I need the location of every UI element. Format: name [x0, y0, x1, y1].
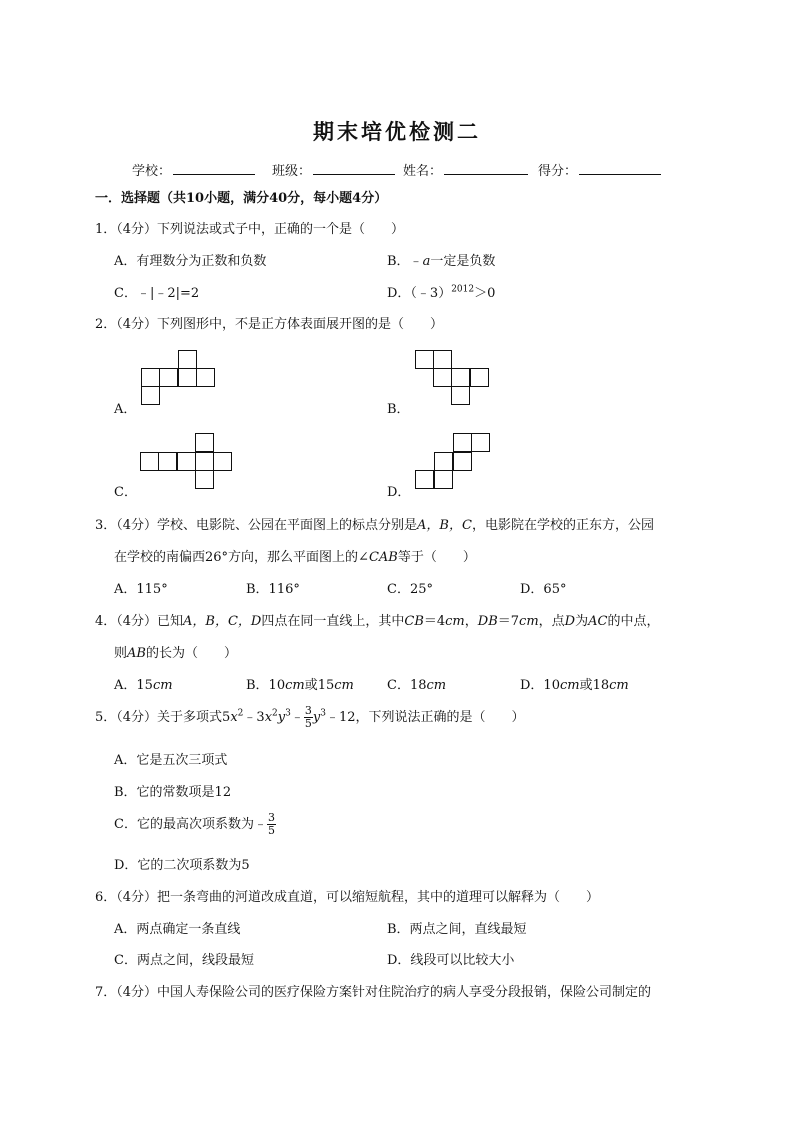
q2-option-a-label[interactable]: A． [114, 402, 137, 417]
q3-l2-var: CAB [368, 550, 398, 565]
q5-frac-num: 3 [304, 704, 312, 717]
q4-option-a[interactable] [114, 674, 173, 693]
q4-a-num: A．15 [114, 678, 153, 693]
q5-option-b[interactable]: B．它的常数项是12 [114, 785, 232, 800]
q5-minus: ﹣ [290, 710, 304, 725]
name-label: 姓名： [403, 164, 443, 179]
question-4-stem-line1 [95, 610, 659, 629]
q4-t1: 4．（4分）已知 [95, 614, 184, 629]
q4-b-b: 或15 [304, 678, 335, 693]
q5-fraction [304, 705, 313, 730]
question-1-stem: 1．（4分）下列说法或式子中，正确的一个是（ ） [95, 222, 405, 237]
q1-b-pre: B．﹣ [387, 254, 423, 269]
q1-option-d[interactable] [387, 282, 495, 301]
score-blank[interactable] [579, 162, 661, 175]
q1-option-b[interactable] [387, 250, 495, 269]
q1-option-a[interactable]: A．有理数分为正数和负数 [114, 254, 267, 269]
q5-x2: x [264, 710, 273, 725]
q4-d-u1: cm [559, 678, 580, 693]
q3-option-c[interactable]: C．25° [387, 582, 433, 597]
q5-exp3: 3 [285, 708, 291, 719]
question-2-stem: 2．（4分）下列图形中，不是正方体表面展开图的是（ ） [95, 317, 444, 332]
q4-t8: 的中点， [607, 614, 660, 629]
q4-d-a: D．10 [520, 678, 560, 693]
q4-t7: 为 [575, 614, 589, 629]
q4-option-c[interactable] [387, 674, 446, 693]
q4-option-b[interactable] [246, 674, 354, 693]
q3-l1-post: ，电影院在学校的正东方，公园 [471, 518, 654, 533]
q5-c-fraction [267, 812, 276, 837]
q5-pre: 5．（4分）关于多项式5 [95, 710, 231, 725]
q3-l2-post: 等于（ ） [397, 550, 476, 565]
q4-a-unit: cm [152, 678, 173, 693]
class-blank[interactable] [313, 162, 395, 175]
q4-v4: DB [477, 614, 498, 629]
q1-b-var: a [422, 254, 431, 269]
q4-v1: A，B，C，D [183, 614, 262, 629]
q1-d-exponent: 2012 [451, 284, 475, 295]
q5-c-pre: C．它的最高次项系数为﹣ [114, 817, 267, 832]
score-label: 得分： [538, 164, 578, 179]
q4-b-u2: cm [334, 678, 354, 693]
q2-net-b[interactable] [413, 349, 493, 409]
q5-c-den: 5 [267, 824, 275, 837]
q6-option-b[interactable]: B．两点之间，直线最短 [387, 922, 527, 937]
q1-d-pre: D．（﹣3） [387, 286, 452, 301]
q6-option-d[interactable]: D．线段可以比较大小 [387, 953, 515, 968]
q6-option-c[interactable]: C．两点之间，线段最短 [114, 953, 254, 968]
q4-v7: AC [588, 614, 608, 629]
q5-x: x [230, 710, 238, 725]
q5-y: y [277, 710, 286, 725]
score-field [538, 160, 661, 179]
q3-option-b[interactable]: B．116° [246, 582, 300, 597]
q4-c-unit: cm [426, 678, 447, 693]
question-4-stem-line2 [114, 642, 237, 661]
q5-c-num: 3 [267, 811, 275, 824]
q4-c-num: C．18 [387, 678, 427, 693]
school-label: 学校： [132, 164, 172, 179]
q3-option-a[interactable]: A．115° [114, 582, 168, 597]
q5-option-a[interactable]: A．它是五次三项式 [114, 753, 228, 768]
q5-exp4: 3 [320, 708, 326, 719]
name-field [403, 160, 528, 179]
q4-l2-post: 的长为（ ） [145, 646, 237, 661]
q5-frac-den: 5 [304, 717, 312, 730]
q4-option-d[interactable] [520, 674, 629, 693]
question-7-stem: 7．（4分）中国人寿保险公司的医疗保险方案针对住院治疗的病人享受分段报销，保险公司制定的 [95, 985, 652, 1000]
q1-b-post: 一定是负数 [430, 254, 496, 269]
school-field [132, 160, 255, 179]
q5-option-c[interactable] [114, 812, 276, 837]
q4-t5: ＝7 [497, 614, 520, 629]
q2-option-c-label[interactable]: C． [114, 485, 137, 500]
q4-t3: ＝4 [423, 614, 446, 629]
name-blank[interactable] [444, 162, 528, 175]
q2-net-d[interactable] [413, 432, 495, 494]
q5-tail: ﹣12，下列说法正确的是（ ） [325, 710, 525, 725]
q5-exp1: 2 [237, 708, 244, 719]
q4-l2-var: AB [127, 646, 146, 661]
q2-net-a[interactable] [138, 349, 218, 409]
q4-v5: cm [519, 614, 539, 629]
q4-b-a: B．10 [246, 678, 286, 693]
q4-v2: CB [404, 614, 424, 629]
q4-d-b: 或18 [579, 678, 610, 693]
q2-net-c[interactable] [138, 432, 238, 494]
q5-mid: ﹣3 [243, 710, 265, 725]
question-3-stem-line2 [114, 546, 476, 565]
q5-exp2: 2 [272, 708, 278, 719]
q3-l2-pre: 在学校的南偏西26°方向，那么平面图上的∠ [114, 550, 369, 565]
question-5-stem [95, 705, 525, 730]
q3-l1-vars: A，B，C [417, 518, 472, 533]
question-3-stem-line1 [95, 514, 654, 533]
q3-l1-pre: 3．（4分）学校、电影院、公园在平面图上的标点分别是 [95, 518, 418, 533]
q5-option-d[interactable]: D．它的二次项系数为5 [114, 858, 250, 873]
q2-option-d-label[interactable]: D． [387, 485, 411, 500]
q4-d-u2: cm [609, 678, 629, 693]
q4-l2-pre: 则 [114, 646, 128, 661]
q5-y2: y [312, 710, 321, 725]
q4-t6: ，点 [538, 614, 565, 629]
class-field [272, 160, 395, 179]
school-blank[interactable] [173, 162, 255, 175]
page-title: 期末培优检测二 [313, 119, 481, 144]
q1-d-post: ＞0 [474, 286, 496, 301]
q2-option-b-label[interactable]: B． [387, 402, 410, 417]
q4-v3: cm [445, 614, 465, 629]
question-6-stem: 6．（4分）把一条弯曲的河道改成直道，可以缩短航程，其中的道理可以解释为（ ） [95, 890, 600, 905]
q3-option-d[interactable]: D．65° [520, 582, 567, 597]
q4-t2: 四点在同一直线上，其中 [261, 614, 405, 629]
q6-option-a[interactable]: A．两点确定一条直线 [114, 922, 241, 937]
section-heading: 一．选择题（共10小题，满分40分，每小题4分） [95, 191, 388, 206]
q4-b-u1: cm [285, 678, 305, 693]
q4-t4: ， [464, 614, 478, 629]
q1-option-c[interactable]: C．﹣|﹣2|=2 [114, 286, 200, 301]
q4-v6: D [564, 614, 576, 629]
class-label: 班级： [272, 164, 312, 179]
